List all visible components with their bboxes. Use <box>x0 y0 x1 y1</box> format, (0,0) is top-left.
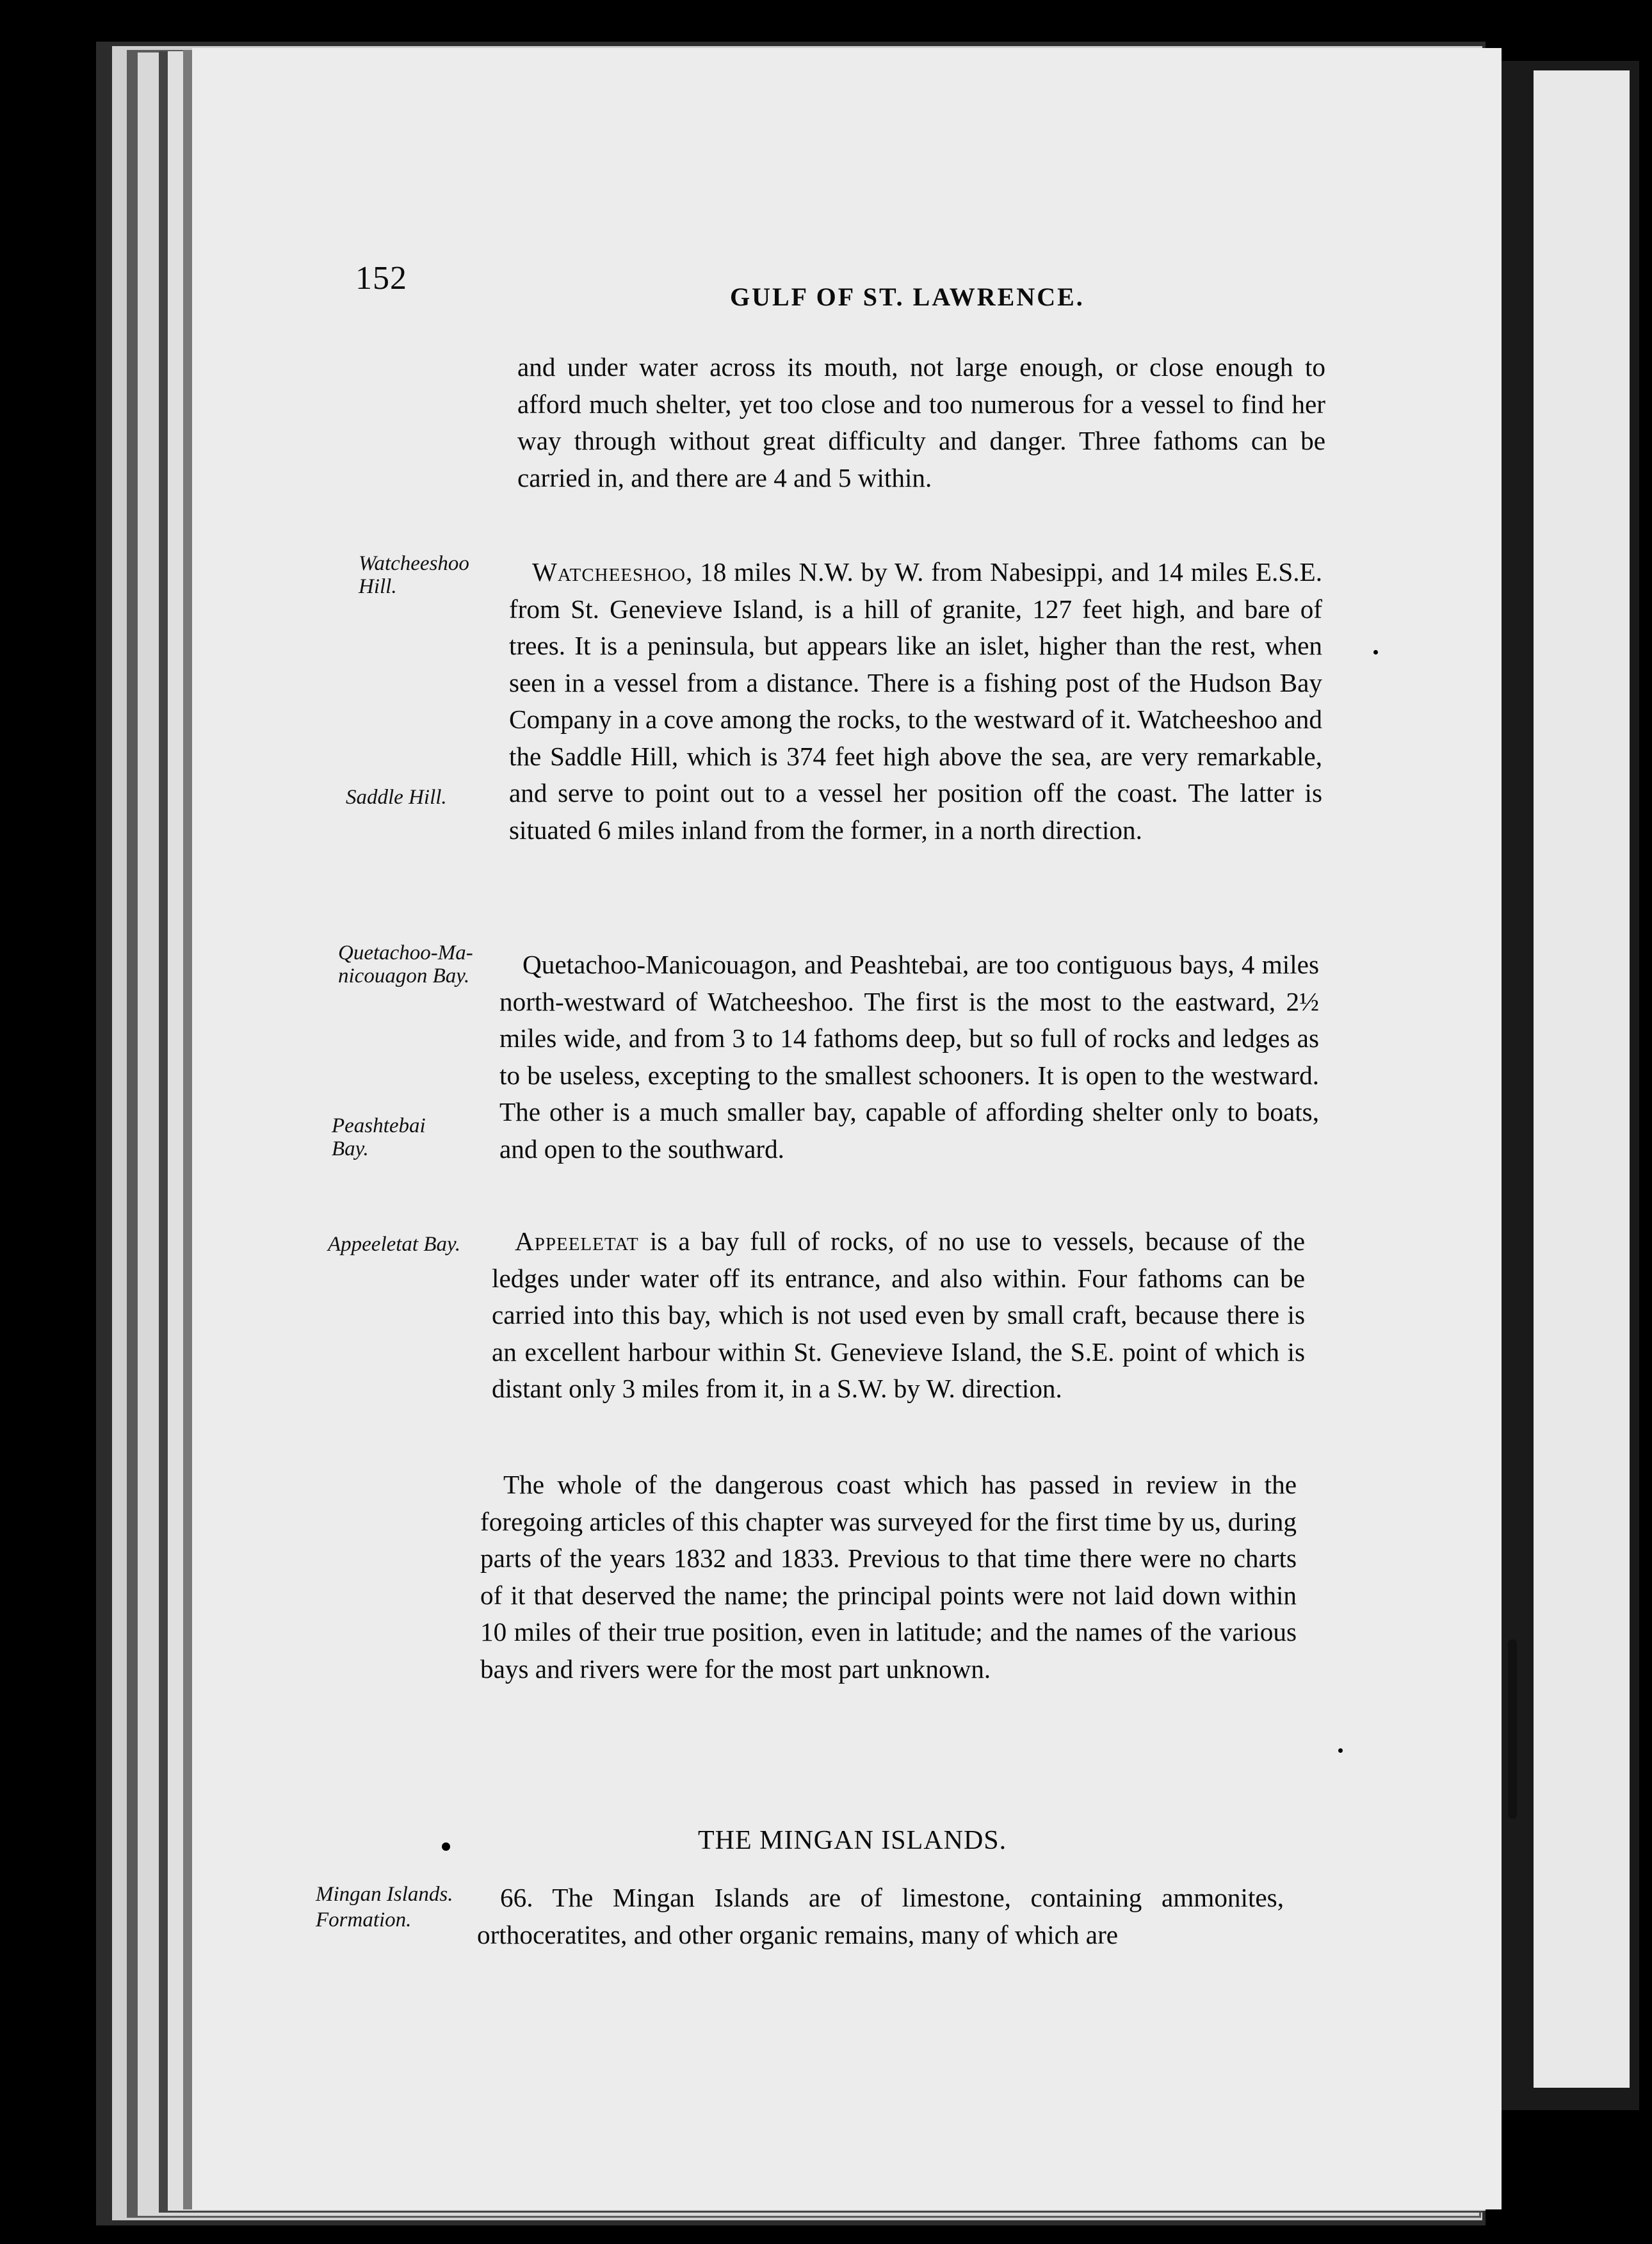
paragraph-text: Quetachoo-Manicouagon, and Peashtebai, are too contiguous bays, 4 miles north-westward of Watcheeshoo. The first is the most to the eastward, 2½ miles wide, and from 3 to 14 fathoms deep, but so full of rocks and ledges as to be useless, excepting to the smallest schooners. It is open to the westward. The other is a much smaller bay, capable of affording shelter only to boats, and open to the southward. <box>499 950 1319 1164</box>
speck <box>1373 650 1378 654</box>
paragraph-text: 66. The Mingan Islands are of limestone, containing ammonites, orthoceratites, and other organic remains, many of which are <box>477 1883 1284 1949</box>
facing-page <box>1534 70 1630 2088</box>
bullet-mark <box>442 1842 450 1851</box>
page-crease <box>1508 1639 1517 1819</box>
sidenote-mingan-islands: Mingan Islands. Formation. <box>316 1883 453 1931</box>
sidenote-appeeletat-bay: Appeeletat Bay. <box>328 1233 461 1256</box>
paragraph-text: The whole of the dangerous coast which has passed in review in the foregoing articles of this chapter was surveyed for the first time by us, during parts of the years 1832 and 1833. Previous to that time there were no charts of it that deserved the name; the principal points were not laid down within 10 miles of their true position, even in latitude; and the names of the various bays and rivers were for the most part unknown. <box>480 1470 1297 1684</box>
sidenote-peashtebai-bay: Peashtebai Bay. <box>332 1114 426 1160</box>
paragraph <box>480 1467 1297 1687</box>
paragraph-text <box>492 1223 1305 1408</box>
running-head: GULF OF ST. LAWRENCE. <box>730 282 1085 311</box>
paragraph-text <box>509 554 1322 849</box>
paragraph-body: , 18 miles N.W. by W. from Nabesippi, and 14 miles E.S.E. from St. Genevieve Island, is a hill of granite, 127 feet high, and bare of trees. It is a peninsula, but appears like an islet, higher than the rest, when seen in a vessel from a distance. There is a fishing post of the Hudson Bay Company in a cove among the rocks, to the westward of it. Watcheeshoo and the Saddle Hill, which is 374 feet high above the sea, are very remarkable, and serve to point out to a vessel her position off the coast. The latter is situated 6 miles inland from the former, in a north direction. <box>509 557 1322 845</box>
sidenote-saddle-hill: Saddle Hill. <box>346 786 447 809</box>
paragraph-text: and under water across its mouth, not large enough, or close enough to afford much shelter, yet too close and too numerous for a vessel to find her way through without great difficulty and danger. Three fathoms can be carried in, and there are 4 and 5 within. <box>517 352 1325 492</box>
paragraph <box>509 554 1322 849</box>
paragraph-body: is a bay full of rocks, of no use to vessels, because of the ledges under water off its entrance, and also within. Four fathoms can be carried into this bay, which is not used even by small craft, because there is an excellent harbour within St. Genevieve Island, the S.E. point of which is distant only 3 miles from it, in a S.W. by W. direction. <box>492 1226 1305 1403</box>
paragraph <box>492 1223 1305 1408</box>
lead-word: Watcheeshoo <box>532 557 686 587</box>
sidenote-watcheeshoo-hill: Watcheeshoo Hill. <box>359 552 469 598</box>
speck <box>1338 1748 1343 1753</box>
sidenote-quetachoo-bay: Quetachoo-Ma- nicouagon Bay. <box>338 941 473 988</box>
paragraph <box>517 349 1325 496</box>
section-title: THE MINGAN ISLANDS. <box>698 1826 1007 1855</box>
page-number: 152 <box>355 260 407 297</box>
paragraph <box>499 947 1319 1167</box>
lead-word: Appeeletat <box>515 1226 639 1256</box>
paragraph <box>477 1880 1284 1953</box>
